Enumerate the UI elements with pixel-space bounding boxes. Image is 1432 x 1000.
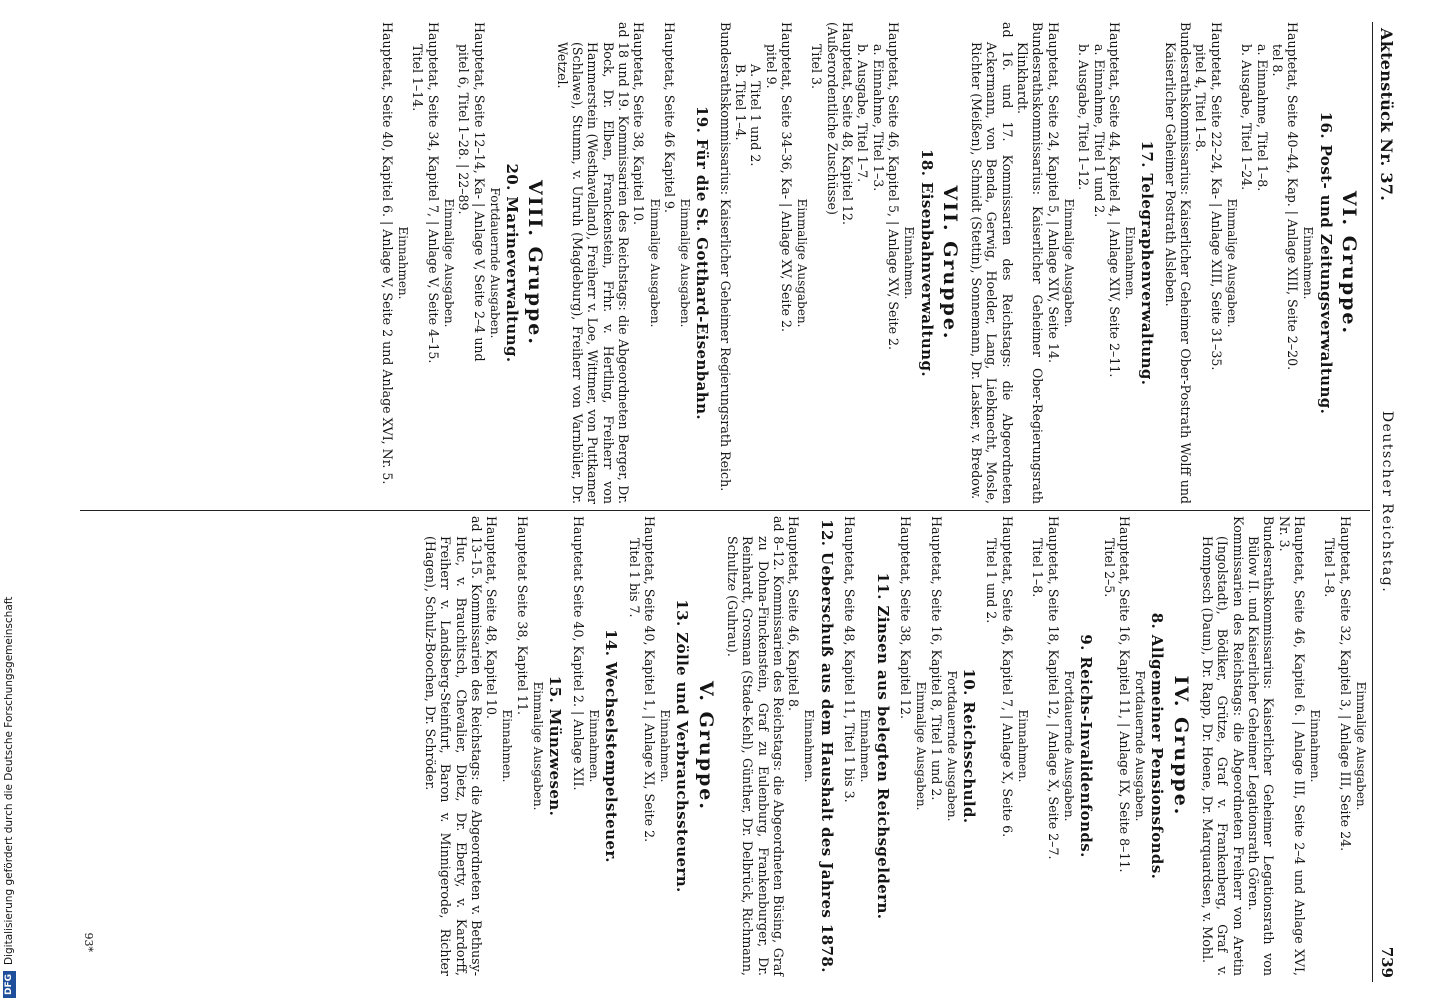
page-header [1374, 22, 1396, 982]
text-line: B. Titel 1–4. [733, 64, 749, 141]
column-divider [80, 510, 1370, 511]
text-line: Hauptetat, Seite 32, Kapitel 3, | Anlage III, Seite 24. [1337, 516, 1353, 852]
commission-paragraph: ad 16. und 17. Kommissarien des Reichstags: die Abgeordneten Ackermann, von Benda, Gerwig, Hoelder, Lang, Liebknecht, Mosle, Richter (Meißen), Schmidt (Stettin), Sonnemann, Dr. Lasker, v. Bredow. [969, 22, 1015, 504]
subheading: Einnahmen. [1123, 226, 1138, 300]
subheading: Einmalige Ausgaben. [441, 198, 456, 328]
subheading: Fortdauernde Ausgaben. [944, 670, 959, 822]
group-heading: IV. Gruppe. [1169, 675, 1192, 817]
header-document-number: Aktenstück Nr. 37. [1377, 28, 1396, 202]
text-line: Hauptetat, Seite 38, Kapitel 12. [897, 516, 913, 720]
section-heading: 14. Wechselstempelsteuer. [602, 629, 621, 863]
section-heading: 18. Eisenbahnverwaltung. [917, 149, 936, 377]
sheet-signature: 93* [82, 932, 95, 952]
text-line: Hauptetat, Seite 48, Kapitel 11, Titel 1 bis 3. [842, 516, 858, 803]
group-heading: VII. Gruppe. [938, 185, 961, 341]
commission-paragraph: ad 13–15. Kommissarien des Reichstags: die Abgeordneten v. Bethusy-Huc, v. Brauchitsch, Chevalier, Dietz, Dr. Eberty, v. Kardorff, Freiherr v. Landsberg-Steinfurt, Baron v. Minnigerode, Richter (Hagen), Schulz-Boochen, Dr. Schröder. [422, 516, 484, 976]
page-number: 739 [1378, 946, 1396, 978]
subheading: Einnahmen. [586, 709, 601, 783]
text-line: Hauptetat, Seite 46, Kapitel 6. | Anlage III, Seite 2–4 und Anlage XVI, Nr. 3. [1276, 516, 1307, 976]
subheading: Einnahmen. [902, 226, 917, 300]
commission-paragraph: Bundesrathskommissarius: Kaiserlicher Geheimer Ober-Postrath Wolff und Kaiserlicher Geheimer Postrath Alsleben. [1162, 22, 1194, 504]
dfg-logo-icon: DFG [3, 971, 16, 998]
section-heading: 8. Allgemeiner Pensionsfonds. [1148, 612, 1167, 880]
text-line: a. Einnahme, Titel 1 und 2. [1091, 44, 1107, 218]
subheading: Einmalige Ausgaben. [531, 681, 546, 811]
text-line: Hauptetat, Seite 22–24, Ka- | Anlage XIII, Seite 31–35. [1208, 22, 1224, 371]
section-heading: 20. Marineverwaltung. [503, 163, 522, 363]
subheading: Einnahmen. [396, 226, 411, 300]
subheading: Einnahmen. [658, 709, 673, 783]
text-line: Titel 1–14. [410, 44, 426, 112]
group-heading: VI. Gruppe. [1338, 190, 1360, 336]
text-line: Hauptetat, Seite 38, Kapitel 10. [631, 22, 647, 226]
text-line: b. Ausgabe, Titel 1–24. [1239, 44, 1255, 191]
subheading: Fortdauernde Ausgaben. [1061, 670, 1076, 822]
text-line: Hauptetat, Seite 12–14, Ka- | Anlage V, Seite 2–4 und [471, 22, 487, 362]
group-heading: V. Gruppe. [694, 681, 717, 811]
text-line: Hauptetat, Seite 46 Kapitel 9. [661, 22, 677, 214]
subheading: Einnahmen. [802, 709, 817, 783]
subheading: Einnahmen. [1016, 709, 1031, 783]
text-line: Hauptetat, Seite 18, Kapitel 12, | Anlage X, Seite 2–7. [1045, 516, 1061, 860]
digitization-stamp [2, 498, 16, 998]
right-column [68, 516, 1368, 976]
group-heading: VIII. Gruppe. [524, 180, 547, 346]
section-heading: 17. Telegraphenverwaltung. [1138, 140, 1157, 386]
section-heading: 19. Für die St. Gotthard-Eisenbahn. [693, 105, 712, 421]
subheading: Einnahmen. [1308, 709, 1323, 783]
header-rule [1372, 22, 1373, 982]
text-line: tel 8. [1269, 44, 1285, 77]
subheading: Einmalige Ausgaben. [1224, 198, 1239, 328]
left-column [68, 22, 1368, 504]
commission-paragraph: Bundesrathskommissarius: Kaiserlicher Geheimer Legationsrath von Bülow II. und Kaiserlicher Geheimer Legationsrath Gören. [1245, 516, 1277, 976]
text-line: Titel 1 bis 7. [626, 538, 642, 618]
subheading: Fortdauernde Ausgaben. [487, 187, 502, 339]
text-line: a. Einnahme, Titel 1–8. [1254, 44, 1270, 192]
text-line: Hauptetat, Seite 46, Kapitel 7, | Anlage X, Seite 6. [999, 516, 1015, 838]
text-line: Hauptetat, Seite 40–44, Kap. | Anlage XIII, Seite 2–20. [1285, 22, 1301, 371]
text-line: pitel 6, Titel 1–28. | 22–89. [456, 44, 472, 215]
text-line: pitel 4, Titel 1–8. [1193, 44, 1209, 152]
subheading: Einmalige Ausgaben. [678, 198, 693, 328]
section-heading: 12. Ueberschuß aus dem Haushalt des Jahres 1878. [817, 519, 836, 973]
text-line: Titel 1 und 2. [984, 538, 1000, 624]
text-line: Hauptetat, Seite 48, Kapitel 12. [840, 22, 856, 226]
commission-paragraph: Kommissarien des Reichstags: die Abgeordneten Freiherr von Aretin (Ingolstadt), Bödiker, Grütze, Graf v. Frankenberg, Graf v. Hompesch (Daun), Dr. Rapp, Dr. Hoene, Dr. Marquardsen, v. Mohl. [1200, 516, 1246, 976]
section-heading: 16. Post- und Zeitungsverwaltung. [1316, 111, 1335, 415]
subheading: Einmalige Ausgaben. [1354, 681, 1368, 811]
text-line: A. Titel 1 und 2. [748, 64, 764, 167]
text-line: Hauptetat, Seite 16, Kapitel 8, Titel 1 und 2. [928, 516, 944, 801]
text-line: Hauptetat, Seite 40, Kapitel 6. | Anlage V, Seite 2 und Anlage XVI, Nr. 5. [379, 22, 395, 485]
text-line: a. Einnahme, Titel 1–3. [870, 44, 886, 192]
text-line: Hauptetat, Seite 48, Kapitel 10. [484, 516, 500, 720]
commission-paragraph: Bundesrathskommissarius: Kaiserlicher Geheimer Ober-Regierungsrath Klinkhardt. [1015, 22, 1046, 504]
section-heading: 10. Reichsschuld. [960, 668, 979, 824]
subheading: Einnahmen. [500, 709, 515, 783]
subheading: Einmalige Ausgaben. [795, 198, 810, 328]
text-line: Hauptetat, Seite 34, Kapitel 7, | Anlage V, Seite 4–15. [425, 22, 441, 364]
text-line: Titel 2–5. [1101, 538, 1117, 598]
stamp-text: Digitalisierung gefördert durch die Deutsche Forschungsgemeinschaft [3, 596, 15, 965]
subheading: Fortdauernde Ausgaben. [1133, 670, 1148, 822]
subheading: Einmalige Ausgaben. [914, 681, 929, 811]
text-line: b. Ausgabe, Titel 1–12. [1076, 44, 1092, 191]
text-line: Titel 1–8. [1322, 538, 1338, 598]
scanned-page [56, 22, 1396, 982]
text-line: Hauptetat, Seite 46, Kapitel 5, | Anlage XV, Seite 2. [885, 22, 901, 351]
text-line: Hauptetat, Seite 16, Kapitel 11, | Anlage IX, Seite 8–11. [1116, 516, 1132, 873]
text-line: Hauptetat, Seite 34–36, Ka- | Anlage XV, Seite 2. [778, 22, 794, 332]
commission-paragraph: Bundesrathskommissarius: Kaiserlicher Geheimer Regierungsrath Reich. [717, 22, 733, 492]
section-heading: 15. Münzwesen. [546, 675, 565, 817]
subheading: Einmalige Ausgaben. [1061, 198, 1076, 328]
text-line: (Außerordentliche Zuschüsse) [824, 22, 840, 215]
subheading: Einmalige Ausgaben. [647, 198, 662, 328]
text-line: Hauptetat, Seite 46, Kapitel 8. [786, 516, 802, 712]
commission-paragraph: ad 8–12. Kommissarien des Reichstags: die Abgeordneten Büsing, Graf zu Dohna-Finckenstein, Graf zu Eulenburg, Frankenburger, Dr. Reinhardt, Grosman (Stade-Kehl), Günther, Dr. Delbrück, Richmann, Schultze (Guhrau). [725, 516, 786, 976]
header-title: Deutscher Reichstag. [1379, 410, 1395, 594]
commission-paragraph: ad 18 und 19. Kommissarien des Reichstags: die Abgeordneten Berger, Dr. Bock, Dr. Elben, Franckenstein, Frhr. v. Hertling, Freiherr von Hammerstein (Westhavelland), Freiherr v. Loe, Wittmer, von Puttkamer (Schlawe), Stumm, v. Unruh (Magdeburg), Freiherr von Varnbüler, Dr. Wetzel. [554, 22, 631, 504]
section-heading: 9. Reichs-Invalidenfonds. [1077, 634, 1096, 858]
subheading: Einnahmen. [1301, 226, 1316, 300]
text-line: Titel 1–8. [1030, 538, 1046, 598]
text-line: pitel 9. [763, 44, 779, 89]
text-line: Hauptetat, Seite 24, Kapitel 5, | Anlage XIV, Seite 14. [1045, 22, 1061, 364]
subheading: Einnahmen. [858, 709, 873, 783]
section-heading: 11. Zinsen aus belegten Reichsgeldern. [873, 572, 892, 920]
text-line: Hauptetat Seite 40, Kapitel 2. | Anlage XII. [570, 516, 586, 791]
text-line: Hauptetat, Seite 44, Kapitel 4, | Anlage XIV, Seite 2–11. [1106, 22, 1122, 378]
text-line: Hauptetat Seite 38, Kapitel 11. [514, 516, 530, 716]
text-line: Titel 3. [809, 44, 825, 89]
text-line: b. Ausgabe, Titel 1–7. [855, 44, 871, 183]
text-line: Hauptetat, Seite 40, Kapitel 1, | Anlage XI, Seite 2. [641, 516, 657, 843]
section-heading: 13. Zölle und Verbrauchssteuern. [673, 599, 692, 893]
